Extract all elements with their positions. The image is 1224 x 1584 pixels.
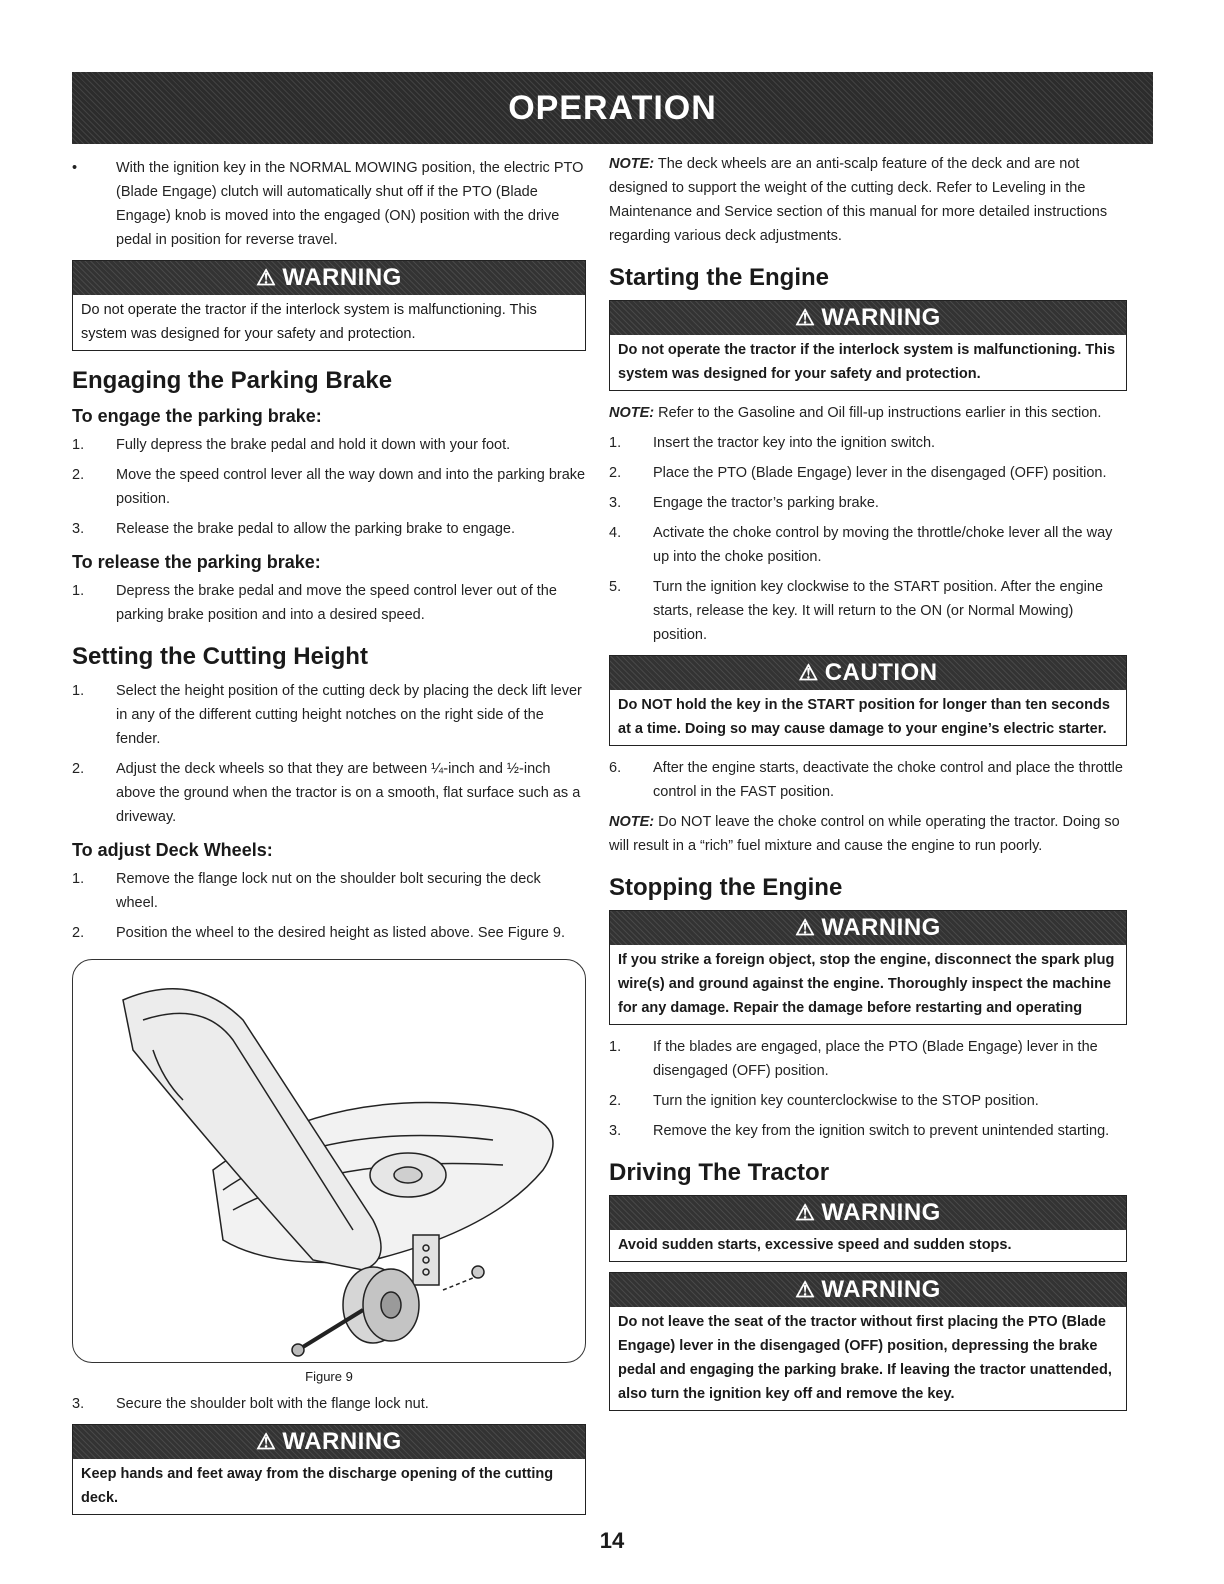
list-item: 3. Remove the key from the ignition switch to prevent unintended starting. bbox=[609, 1123, 1110, 1139]
warning-box-sudden-starts bbox=[609, 1195, 1127, 1262]
list-item: 2. Adjust the deck wheels so that they are between ¼-inch and ½-inch above the ground when the tractor is on a smooth, flat surface such as a driveway. bbox=[72, 761, 581, 825]
list-item: 1. Insert the tractor key into the ignition switch. bbox=[609, 435, 936, 451]
intro-bullet: • With the ignition key in the NORMAL MOWING position, the electric PTO (Blade Engage) clutch will automatically shut off if the PTO (Blade Engage) knob is moved into the engaged (ON) position with the drive pedal in position for reverse travel. bbox=[72, 156, 586, 252]
list-item: 1. Fully depress the brake pedal and hold it down with your foot. bbox=[72, 437, 511, 453]
list-item: 1. If the blades are engaged, place the PTO (Blade Engage) lever in the disengaged (OFF) position. bbox=[609, 1039, 1098, 1079]
list-item: 3. Release the brake pedal to allow the parking brake to engage. bbox=[72, 521, 516, 537]
warning-text: Avoid sudden starts, excessive speed and sudden stops. bbox=[618, 1237, 1012, 1253]
warning-triangle-icon: ⚠ bbox=[256, 265, 277, 290]
warning-box-discharge bbox=[72, 1424, 586, 1515]
warning-triangle-icon: ⚠ bbox=[798, 660, 819, 685]
warning-triangle-icon: ⚠ bbox=[795, 1277, 816, 1302]
warning-text: Do not operate the tractor if the interlock system is malfunctioning. This system was designed for your safety and protection. bbox=[81, 302, 537, 342]
warning-text: If you strike a foreign object, stop the engine, disconnect the spark plug wire(s) and ground against the engine. Thoroughly inspect the machine for any damage. Repair the damage before restarting and operating bbox=[618, 952, 1115, 1016]
heading-starting-engine: Starting the Engine bbox=[609, 264, 830, 291]
bullet-dot: • bbox=[72, 160, 78, 176]
list-item: 2. Position the wheel to the desired height as listed above. See Figure 9. bbox=[72, 925, 565, 941]
subheading-deck-wheels: To adjust Deck Wheels: bbox=[72, 840, 273, 860]
warning-box-foreign-object bbox=[609, 910, 1127, 1025]
warning-box-leaving-seat bbox=[609, 1272, 1127, 1411]
deck-wheel-drawing bbox=[73, 960, 586, 1362]
subheading-engage-brake: To engage the parking brake: bbox=[72, 406, 322, 426]
warning-text: Do not leave the seat of the tractor without first placing the PTO (Blade Engage) lever in the disengaged (OFF) position, depressing the brake pedal and engaging the parking brake. If leaving the tractor unattended, also turn the ignition key off and remove the key. bbox=[618, 1314, 1112, 1402]
list-item: 2. Turn the ignition key counterclockwise to the STOP position. bbox=[609, 1093, 1039, 1109]
list-item: 3. Secure the shoulder bolt with the flange lock nut. bbox=[72, 1396, 429, 1412]
subheading-release-brake: To release the parking brake: bbox=[72, 552, 321, 572]
heading-stopping-engine: Stopping the Engine bbox=[609, 874, 843, 901]
list-item: 1. Remove the flange lock nut on the shoulder bolt securing the deck wheel. bbox=[72, 871, 541, 911]
caution-text: Do NOT hold the key in the START position for longer than ten seconds at a time. Doing so may cause damage to your engine’s electric starter. bbox=[618, 697, 1110, 737]
heading-driving-tractor: Driving The Tractor bbox=[609, 1159, 830, 1186]
warning-banner: ⚠ WARNING bbox=[610, 911, 1126, 945]
caution-box-starter bbox=[609, 655, 1127, 746]
section-header-bar bbox=[72, 72, 1153, 144]
list-item: 1. Depress the brake pedal and move the speed control lever out of the parking brake position and into a desired speed. bbox=[72, 583, 557, 623]
caution-banner: ⚠ CAUTION bbox=[610, 656, 1126, 690]
heading-parking-brake: Engaging the Parking Brake bbox=[72, 367, 393, 394]
warning-banner: ⚠ WARNING bbox=[610, 301, 1126, 335]
warning-banner: ⚠ WARNING bbox=[610, 1196, 1126, 1230]
warning-banner: ⚠ WARNING bbox=[73, 1425, 585, 1459]
warning-banner: ⚠ WARNING bbox=[73, 261, 585, 295]
right-column bbox=[609, 152, 1127, 1421]
figure-9-deck-illustration bbox=[72, 959, 586, 1363]
warning-box-starting bbox=[609, 300, 1127, 391]
warning-text: Keep hands and feet away from the discharge opening of the cutting deck. bbox=[81, 1466, 554, 1506]
list-item: 5. Turn the ignition key clockwise to the START position. After the engine starts, release the key. It will return to the ON (or Normal Mowing) position. bbox=[609, 579, 1104, 643]
warning-banner: ⚠ WARNING bbox=[610, 1273, 1126, 1307]
list-item: 2. Move the speed control lever all the way down and into the parking brake position. bbox=[72, 467, 586, 507]
left-column bbox=[72, 152, 586, 1525]
warning-triangle-icon: ⚠ bbox=[256, 1429, 277, 1454]
list-item: 4. Activate the choke control by moving the throttle/choke lever all the way up into the choke position. bbox=[609, 525, 1113, 565]
note-choke: NOTE: Do NOT leave the choke control on while operating the tractor. Doing so will result in a “rich” fuel mixture and cause the engine to run poorly. bbox=[609, 814, 1120, 854]
warning-triangle-icon: ⚠ bbox=[795, 915, 816, 940]
warning-triangle-icon: ⚠ bbox=[795, 1200, 816, 1225]
list-item: 6. After the engine starts, deactivate the choke control and place the throttle control in the FAST position. bbox=[609, 760, 1123, 800]
note-gasoline: NOTE: Refer to the Gasoline and Oil fill-up instructions earlier in this section. bbox=[609, 405, 1102, 421]
figure-caption: Figure 9 bbox=[305, 1369, 353, 1384]
list-item: 1. Select the height position of the cutting deck by placing the deck lift lever in any of the different cutting height notches on the right side of the fender. bbox=[72, 683, 582, 747]
list-item: 2. Place the PTO (Blade Engage) lever in the disengaged (OFF) position. bbox=[609, 465, 1107, 481]
section-title: OPERATION bbox=[508, 88, 717, 127]
heading-cutting-height: Setting the Cutting Height bbox=[72, 643, 368, 670]
warning-triangle-icon: ⚠ bbox=[795, 305, 816, 330]
warning-text: Do not operate the tractor if the interlock system is malfunctioning. This system was designed for your safety and protection. bbox=[618, 342, 1116, 382]
note-deck-wheels: NOTE: The deck wheels are an anti-scalp feature of the deck and are not designed to support the weight of the cutting deck. Refer to Leveling in the Maintenance and Service section of this manual for more detailed instructions regarding various deck adjustments. bbox=[609, 156, 1108, 244]
list-item: 3. Engage the tractor’s parking brake. bbox=[609, 495, 879, 511]
warning-box-interlock bbox=[72, 260, 586, 351]
page-number: 14 bbox=[599, 1528, 625, 1553]
